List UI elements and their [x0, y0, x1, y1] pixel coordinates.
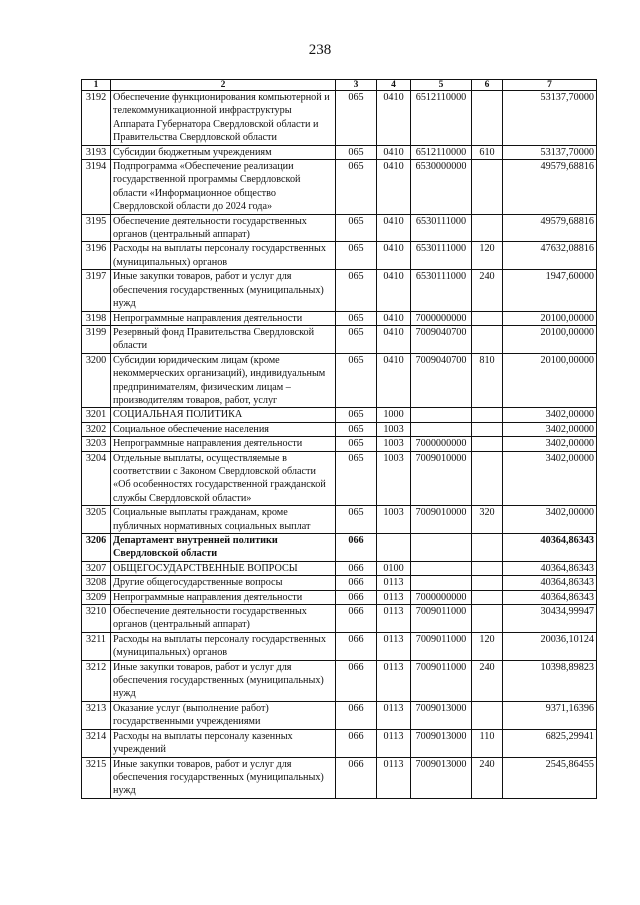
- section-code-cell: 0410: [377, 145, 411, 159]
- amount-cell: 3402,00000: [503, 408, 597, 422]
- section-code-cell: 0410: [377, 325, 411, 353]
- target-code-cell: 7000000000: [411, 311, 472, 325]
- name-cell: Расходы на выплаты персоналу государственных (муниципальных) органов: [111, 632, 336, 660]
- amount-cell: 6825,29941: [503, 729, 597, 757]
- ministry-code-cell: 065: [336, 242, 377, 270]
- expense-type-cell: [472, 325, 503, 353]
- target-code-cell: 7009013000: [411, 701, 472, 729]
- amount-cell: 3402,00000: [503, 437, 597, 451]
- section-code-cell: 0410: [377, 311, 411, 325]
- ministry-code-cell: 066: [336, 701, 377, 729]
- target-code-cell: [411, 534, 472, 562]
- ministry-code-cell: 065: [336, 270, 377, 311]
- section-code-cell: 0113: [377, 701, 411, 729]
- table-row: [82, 91, 597, 146]
- amount-cell: 3402,00000: [503, 506, 597, 534]
- target-code-cell: [411, 422, 472, 436]
- table-row: [82, 729, 597, 757]
- amount-cell: 10398,89823: [503, 660, 597, 701]
- name-cell: Субсидии юридическим лицам (кроме некоммерческих организаций), индивидуальным предпринимателям, физическим лицам – производителям товаров, работ, услуг: [111, 353, 336, 408]
- amount-cell: 3402,00000: [503, 451, 597, 506]
- row-number-cell: 3212: [82, 660, 111, 701]
- name-cell: ОБЩЕГОСУДАРСТВЕННЫЕ ВОПРОСЫ: [111, 561, 336, 575]
- row-number-cell: 3206: [82, 534, 111, 562]
- expense-type-cell: [472, 701, 503, 729]
- amount-cell: 20100,00000: [503, 325, 597, 353]
- ministry-code-cell: 065: [336, 422, 377, 436]
- ministry-code-cell: 065: [336, 408, 377, 422]
- table-row: [82, 561, 597, 575]
- header-cell-1: 1: [82, 80, 111, 91]
- name-cell: Непрограммные направления деятельности: [111, 311, 336, 325]
- expense-type-cell: [472, 214, 503, 242]
- expense-type-cell: [472, 605, 503, 633]
- budget-table: [81, 79, 597, 799]
- amount-cell: 20100,00000: [503, 353, 597, 408]
- table-body: [82, 91, 597, 799]
- ministry-code-cell: 065: [336, 506, 377, 534]
- section-code-cell: 0410: [377, 91, 411, 146]
- table-row: [82, 605, 597, 633]
- expense-type-cell: 610: [472, 145, 503, 159]
- name-cell: Обеспечение функционирования компьютерной и телекоммуникационной инфраструктуры Аппарата Губернатора Свердловской области и Правительства Свердловской области: [111, 91, 336, 146]
- row-number-cell: 3198: [82, 311, 111, 325]
- name-cell: Непрограммные направления деятельности: [111, 590, 336, 604]
- section-code-cell: 0113: [377, 660, 411, 701]
- name-cell: Социальное обеспечение населения: [111, 422, 336, 436]
- target-code-cell: 6512110000: [411, 91, 472, 146]
- name-cell: Резервный фонд Правительства Свердловской области: [111, 325, 336, 353]
- header-cell-4: 4: [377, 80, 411, 91]
- target-code-cell: [411, 576, 472, 590]
- name-cell: Другие общегосударственные вопросы: [111, 576, 336, 590]
- row-number-cell: 3195: [82, 214, 111, 242]
- row-number-cell: 3202: [82, 422, 111, 436]
- section-code-cell: 0113: [377, 576, 411, 590]
- table-row: [82, 701, 597, 729]
- row-number-cell: 3207: [82, 561, 111, 575]
- target-code-cell: 7009010000: [411, 506, 472, 534]
- table-row: [82, 408, 597, 422]
- row-number-cell: 3196: [82, 242, 111, 270]
- amount-cell: 49579,68816: [503, 214, 597, 242]
- expense-type-cell: [472, 534, 503, 562]
- header-cell-5: 5: [411, 80, 472, 91]
- target-code-cell: 6530000000: [411, 160, 472, 215]
- ministry-code-cell: 066: [336, 590, 377, 604]
- ministry-code-cell: 065: [336, 353, 377, 408]
- row-number-cell: 3203: [82, 437, 111, 451]
- table-row: [82, 437, 597, 451]
- amount-cell: 20100,00000: [503, 311, 597, 325]
- table-row: [82, 534, 597, 562]
- header-cell-7: 7: [503, 80, 597, 91]
- amount-cell: 30434,99947: [503, 605, 597, 633]
- section-code-cell: 1003: [377, 451, 411, 506]
- expense-type-cell: 240: [472, 270, 503, 311]
- row-number-cell: 3208: [82, 576, 111, 590]
- ministry-code-cell: 066: [336, 561, 377, 575]
- table-row: [82, 506, 597, 534]
- amount-cell: 1947,60000: [503, 270, 597, 311]
- expense-type-cell: 110: [472, 729, 503, 757]
- expense-type-cell: [472, 576, 503, 590]
- ministry-code-cell: 065: [336, 311, 377, 325]
- row-number-cell: 3210: [82, 605, 111, 633]
- name-cell: Отдельные выплаты, осуществляемые в соответствии с Законом Свердловской области «Об особенностях государственной гражданской службы Свердловской области»: [111, 451, 336, 506]
- table-row: [82, 451, 597, 506]
- ministry-code-cell: 066: [336, 605, 377, 633]
- section-code-cell: 1003: [377, 422, 411, 436]
- amount-cell: 40364,86343: [503, 590, 597, 604]
- expense-type-cell: [472, 160, 503, 215]
- row-number-cell: 3213: [82, 701, 111, 729]
- expense-type-cell: 240: [472, 757, 503, 798]
- section-code-cell: 0410: [377, 160, 411, 215]
- amount-cell: 53137,70000: [503, 145, 597, 159]
- expense-type-cell: [472, 561, 503, 575]
- target-code-cell: 6530111000: [411, 270, 472, 311]
- ministry-code-cell: 065: [336, 145, 377, 159]
- name-cell: Обеспечение деятельности государственных органов (центральный аппарат): [111, 214, 336, 242]
- table-row: [82, 660, 597, 701]
- row-number-cell: 3201: [82, 408, 111, 422]
- table-row: [82, 353, 597, 408]
- table-row: [82, 160, 597, 215]
- expense-type-cell: [472, 91, 503, 146]
- expense-type-cell: 240: [472, 660, 503, 701]
- ministry-code-cell: 066: [336, 729, 377, 757]
- row-number-cell: 3205: [82, 506, 111, 534]
- section-code-cell: 0113: [377, 632, 411, 660]
- target-code-cell: [411, 408, 472, 422]
- expense-type-cell: [472, 422, 503, 436]
- section-code-cell: 0113: [377, 729, 411, 757]
- table-row: [82, 145, 597, 159]
- target-code-cell: 6512110000: [411, 145, 472, 159]
- row-number-cell: 3200: [82, 353, 111, 408]
- section-code-cell: 0113: [377, 757, 411, 798]
- expense-type-cell: 120: [472, 632, 503, 660]
- header-cell-2: 2: [111, 80, 336, 91]
- table-row: [82, 632, 597, 660]
- amount-cell: 3402,00000: [503, 422, 597, 436]
- name-cell: Иные закупки товаров, работ и услуг для обеспечения государственных (муниципальных) нужд: [111, 660, 336, 701]
- expense-type-cell: 810: [472, 353, 503, 408]
- name-cell: Социальные выплаты гражданам, кроме публичных нормативных социальных выплат: [111, 506, 336, 534]
- ministry-code-cell: 066: [336, 576, 377, 590]
- section-code-cell: 0410: [377, 270, 411, 311]
- row-number-cell: 3192: [82, 91, 111, 146]
- expense-type-cell: [472, 408, 503, 422]
- section-code-cell: 0410: [377, 214, 411, 242]
- name-cell: Обеспечение деятельности государственных органов (центральный аппарат): [111, 605, 336, 633]
- target-code-cell: 7000000000: [411, 437, 472, 451]
- section-code-cell: 0410: [377, 353, 411, 408]
- table-row: [82, 576, 597, 590]
- row-number-cell: 3215: [82, 757, 111, 798]
- name-cell: Расходы на выплаты персоналу государственных (муниципальных) органов: [111, 242, 336, 270]
- target-code-cell: [411, 561, 472, 575]
- ministry-code-cell: 066: [336, 660, 377, 701]
- section-code-cell: 0113: [377, 590, 411, 604]
- expense-type-cell: [472, 590, 503, 604]
- row-number-cell: 3193: [82, 145, 111, 159]
- table-row: [82, 242, 597, 270]
- amount-cell: 2545,86455: [503, 757, 597, 798]
- amount-cell: 20036,10124: [503, 632, 597, 660]
- ministry-code-cell: 066: [336, 632, 377, 660]
- table-row: [82, 422, 597, 436]
- row-number-cell: 3199: [82, 325, 111, 353]
- name-cell: Иные закупки товаров, работ и услуг для обеспечения государственных (муниципальных) нужд: [111, 757, 336, 798]
- target-code-cell: 7009040700: [411, 353, 472, 408]
- section-code-cell: 0100: [377, 561, 411, 575]
- amount-cell: 47632,08816: [503, 242, 597, 270]
- expense-type-cell: [472, 451, 503, 506]
- ministry-code-cell: 066: [336, 757, 377, 798]
- amount-cell: 40364,86343: [503, 561, 597, 575]
- target-code-cell: 7009040700: [411, 325, 472, 353]
- table-row: [82, 325, 597, 353]
- table-row: [82, 311, 597, 325]
- section-code-cell: 0113: [377, 605, 411, 633]
- target-code-cell: 6530111000: [411, 242, 472, 270]
- ministry-code-cell: 065: [336, 451, 377, 506]
- amount-cell: 49579,68816: [503, 160, 597, 215]
- expense-type-cell: 120: [472, 242, 503, 270]
- target-code-cell: 7009013000: [411, 729, 472, 757]
- expense-type-cell: 320: [472, 506, 503, 534]
- target-code-cell: 6530111000: [411, 214, 472, 242]
- target-code-cell: 7009010000: [411, 451, 472, 506]
- name-cell: Субсидии бюджетным учреждениям: [111, 145, 336, 159]
- name-cell: Подпрограмма «Обеспечение реализации государственной программы Свердловской области «Информационное общество Свердловской области до 2024 года»: [111, 160, 336, 215]
- target-code-cell: 7009011000: [411, 605, 472, 633]
- name-cell: Расходы на выплаты персоналу казенных учреждений: [111, 729, 336, 757]
- amount-cell: 40364,86343: [503, 534, 597, 562]
- section-code-cell: 1003: [377, 437, 411, 451]
- ministry-code-cell: 065: [336, 325, 377, 353]
- row-number-cell: 3211: [82, 632, 111, 660]
- target-code-cell: 7009011000: [411, 660, 472, 701]
- amount-cell: 40364,86343: [503, 576, 597, 590]
- table-row: [82, 590, 597, 604]
- expense-type-cell: [472, 311, 503, 325]
- ministry-code-cell: 065: [336, 91, 377, 146]
- amount-cell: 9371,16396: [503, 701, 597, 729]
- row-number-cell: 3197: [82, 270, 111, 311]
- section-code-cell: [377, 534, 411, 562]
- name-cell: СОЦИАЛЬНАЯ ПОЛИТИКА: [111, 408, 336, 422]
- row-number-cell: 3209: [82, 590, 111, 604]
- header-row: [82, 80, 597, 91]
- expense-type-cell: [472, 437, 503, 451]
- table-row: [82, 270, 597, 311]
- table-row: [82, 757, 597, 798]
- table-row: [82, 214, 597, 242]
- header-cell-3: 3: [336, 80, 377, 91]
- target-code-cell: 7000000000: [411, 590, 472, 604]
- section-code-cell: 0410: [377, 242, 411, 270]
- row-number-cell: 3204: [82, 451, 111, 506]
- header-cell-6: 6: [472, 80, 503, 91]
- section-code-cell: 1003: [377, 506, 411, 534]
- target-code-cell: 7009013000: [411, 757, 472, 798]
- name-cell: Непрограммные направления деятельности: [111, 437, 336, 451]
- row-number-cell: 3194: [82, 160, 111, 215]
- row-number-cell: 3214: [82, 729, 111, 757]
- ministry-code-cell: 066: [336, 534, 377, 562]
- name-cell: Департамент внутренней политики Свердловской области: [111, 534, 336, 562]
- ministry-code-cell: 065: [336, 160, 377, 215]
- section-code-cell: 1000: [377, 408, 411, 422]
- ministry-code-cell: 065: [336, 214, 377, 242]
- page-number: 238: [308, 42, 332, 58]
- ministry-code-cell: 065: [336, 437, 377, 451]
- name-cell: Иные закупки товаров, работ и услуг для обеспечения государственных (муниципальных) нужд: [111, 270, 336, 311]
- amount-cell: 53137,70000: [503, 91, 597, 146]
- target-code-cell: 7009011000: [411, 632, 472, 660]
- name-cell: Оказание услуг (выполнение работ) государственными учреждениями: [111, 701, 336, 729]
